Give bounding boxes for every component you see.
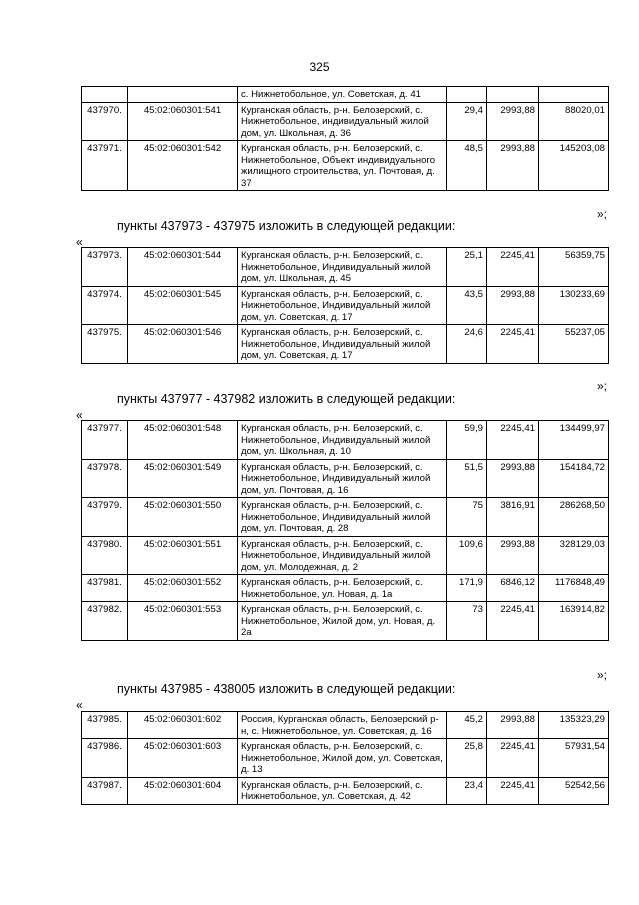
cadastral-value-cell: 130233,69 bbox=[539, 286, 609, 325]
area-cell: 59,9 bbox=[447, 421, 487, 460]
rate-cell: 2993,88 bbox=[487, 141, 539, 191]
cadastral-value-cell: 55237,05 bbox=[539, 325, 609, 364]
cadastral-value-cell: 328129,03 bbox=[539, 536, 609, 575]
area-cell: 171,9 bbox=[447, 575, 487, 602]
cadastral-value-cell: 134499,97 bbox=[539, 421, 609, 460]
item-number-cell: 437974. bbox=[82, 286, 128, 325]
rate-cell: 2245,41 bbox=[487, 739, 539, 778]
item-number-cell bbox=[82, 87, 128, 103]
opening-quote-3: « bbox=[76, 698, 83, 712]
item-number-cell: 437981. bbox=[82, 575, 128, 602]
cadastral-number-cell: 45:02:060301:604 bbox=[128, 777, 238, 804]
address-cell: Курганская область, р-н. Белозерский, с. Нижнетобольное, Индивидуальный жилой дом, ул. Школьная, д. 10 bbox=[238, 421, 447, 460]
address-cell: Курганская область, р-н. Белозерский, с. Нижнетобольное, Индивидуальный жилой дом, ул. Молодежная, д. 2 bbox=[238, 536, 447, 575]
rate-cell: 2993,88 bbox=[487, 459, 539, 498]
cadastral-number-cell: 45:02:060301:548 bbox=[128, 421, 238, 460]
rate-cell: 2245,41 bbox=[487, 421, 539, 460]
cadastral-number-cell: 45:02:060301:549 bbox=[128, 459, 238, 498]
table-row bbox=[82, 536, 609, 575]
amendment-heading-2: пункты 437977 - 437982 изложить в следующей редакции: bbox=[117, 392, 456, 406]
item-number-cell: 437971. bbox=[82, 141, 128, 191]
cadastral-number-cell: 45:02:060301:550 bbox=[128, 498, 238, 537]
amendment-heading-1: пункты 437973 - 437975 изложить в следующей редакции: bbox=[117, 219, 456, 233]
cadastral-number-cell: 45:02:060301:553 bbox=[128, 602, 238, 641]
area-cell bbox=[447, 87, 487, 103]
cadastral-number-cell: 45:02:060301:552 bbox=[128, 575, 238, 602]
item-number-cell: 437975. bbox=[82, 325, 128, 364]
address-cell: Курганская область, р-н. Белозерский, с. Нижнетобольное, Индивидуальный жилой дом, ул. Советская, д. 17 bbox=[238, 325, 447, 364]
address-cell: Курганская область, р-н. Белозерский, с. Нижнетобольное, Индивидуальный жилой дом, ул. Школьная, д. 45 bbox=[238, 248, 447, 287]
cadastral-value-cell: 145203,08 bbox=[539, 141, 609, 191]
cadastral-value-cell: 57931,54 bbox=[539, 739, 609, 778]
item-number-cell: 437982. bbox=[82, 602, 128, 641]
area-cell: 45,2 bbox=[447, 712, 487, 739]
cadastral-number-cell: 45:02:060301:546 bbox=[128, 325, 238, 364]
cadastral-value-cell: 56359,75 bbox=[539, 248, 609, 287]
rate-cell: 2993,88 bbox=[487, 536, 539, 575]
opening-quote-2: « bbox=[76, 408, 83, 422]
rate-cell: 2993,88 bbox=[487, 102, 539, 141]
cadastral-value-cell: 286268,50 bbox=[539, 498, 609, 537]
table-row bbox=[82, 421, 609, 460]
cadastral-value-cell: 163914,82 bbox=[539, 602, 609, 641]
rate-cell: 3816,91 bbox=[487, 498, 539, 537]
closing-quote-2: »; bbox=[597, 379, 608, 393]
item-number-cell: 437986. bbox=[82, 739, 128, 778]
cadastral-number-cell: 45:02:060301:542 bbox=[128, 141, 238, 191]
address-cell: с. Нижнетобольное, ул. Советская, д. 41 bbox=[238, 87, 447, 103]
rate-cell: 2993,88 bbox=[487, 286, 539, 325]
table-row bbox=[82, 459, 609, 498]
registry-table-4 bbox=[81, 711, 609, 805]
cadastral-number-cell: 45:02:060301:544 bbox=[128, 248, 238, 287]
address-cell: Курганская область, р-н. Белозерский, с. Нижнетобольное, Индивидуальный жилой дом, ул. Почтовая, д. 28 bbox=[238, 498, 447, 537]
cadastral-number-cell: 45:02:060301:602 bbox=[128, 712, 238, 739]
cadastral-number-cell bbox=[128, 87, 238, 103]
table-row bbox=[82, 498, 609, 537]
table-row bbox=[82, 102, 609, 141]
address-cell: Курганская область, р-н. Белозерский, с. Нижнетобольное, ул. Советская, д. 42 bbox=[238, 777, 447, 804]
registry-table-2 bbox=[81, 247, 609, 364]
table-row bbox=[82, 602, 609, 641]
closing-quote-1: »; bbox=[597, 207, 608, 221]
registry-table-1 bbox=[81, 86, 609, 191]
rate-cell: 2245,41 bbox=[487, 325, 539, 364]
table-row bbox=[82, 248, 609, 287]
item-number-cell: 437979. bbox=[82, 498, 128, 537]
cadastral-number-cell: 45:02:060301:551 bbox=[128, 536, 238, 575]
table-row bbox=[82, 87, 609, 103]
amendment-heading-3: пункты 437985 - 438005 изложить в следующей редакции: bbox=[117, 682, 456, 696]
cadastral-value-cell: 1176848,49 bbox=[539, 575, 609, 602]
item-number-cell: 437987. bbox=[82, 777, 128, 804]
table-row bbox=[82, 141, 609, 191]
item-number-cell: 437973. bbox=[82, 248, 128, 287]
page-number: 325 bbox=[309, 60, 330, 74]
area-cell: 29,4 bbox=[447, 102, 487, 141]
cadastral-value-cell: 154184,72 bbox=[539, 459, 609, 498]
address-cell: Курганская область, р-н. Белозерский, с. Нижнетобольное, ул. Новая, д. 1а bbox=[238, 575, 447, 602]
item-number-cell: 437970. bbox=[82, 102, 128, 141]
area-cell: 73 bbox=[447, 602, 487, 641]
cadastral-number-cell: 45:02:060301:603 bbox=[128, 739, 238, 778]
area-cell: 25,8 bbox=[447, 739, 487, 778]
cadastral-value-cell bbox=[539, 87, 609, 103]
cadastral-number-cell: 45:02:060301:541 bbox=[128, 102, 238, 141]
area-cell: 109,6 bbox=[447, 536, 487, 575]
rate-cell bbox=[487, 87, 539, 103]
address-cell: Курганская область, р-н. Белозерский, с. Нижнетобольное, Жилой дом, ул. Советская, д. 13 bbox=[238, 739, 447, 778]
table-row bbox=[82, 712, 609, 739]
opening-quote-1: « bbox=[76, 235, 83, 249]
area-cell: 23,4 bbox=[447, 777, 487, 804]
table-row bbox=[82, 777, 609, 804]
address-cell: Курганская область, р-н. Белозерский, с. Нижнетобольное, Объект индивидуального жилищного строительства, ул. Почтовая, д. 37 bbox=[238, 141, 447, 191]
area-cell: 48,5 bbox=[447, 141, 487, 191]
area-cell: 25,1 bbox=[447, 248, 487, 287]
table-row bbox=[82, 739, 609, 778]
table-row bbox=[82, 575, 609, 602]
rate-cell: 2245,41 bbox=[487, 248, 539, 287]
area-cell: 51,5 bbox=[447, 459, 487, 498]
address-cell: Курганская область, р-н. Белозерский, с. Нижнетобольное, Индивидуальный жилой дом, ул. Почтовая, д. 16 bbox=[238, 459, 447, 498]
cadastral-value-cell: 135323,29 bbox=[539, 712, 609, 739]
address-cell: Курганская область, р-н. Белозерский, с. Нижнетобольное, Жилой дом, ул. Новая, д. 2а bbox=[238, 602, 447, 641]
rate-cell: 6846,12 bbox=[487, 575, 539, 602]
cadastral-number-cell: 45:02:060301:545 bbox=[128, 286, 238, 325]
table-row bbox=[82, 325, 609, 364]
area-cell: 24,6 bbox=[447, 325, 487, 364]
registry-table-3 bbox=[81, 420, 609, 641]
item-number-cell: 437985. bbox=[82, 712, 128, 739]
rate-cell: 2245,41 bbox=[487, 777, 539, 804]
item-number-cell: 437977. bbox=[82, 421, 128, 460]
cadastral-value-cell: 88020,01 bbox=[539, 102, 609, 141]
address-cell: Курганская область, р-н. Белозерский, с. Нижнетобольное, индивидуальный жилой дом, ул. Школьная, д. 36 bbox=[238, 102, 447, 141]
address-cell: Россия, Курганская область, Белозерский р-н, с. Нижнетобольное, ул. Советская, д. 16 bbox=[238, 712, 447, 739]
table-row bbox=[82, 286, 609, 325]
rate-cell: 2245,41 bbox=[487, 602, 539, 641]
closing-quote-3: »; bbox=[597, 668, 608, 682]
area-cell: 43,5 bbox=[447, 286, 487, 325]
item-number-cell: 437980. bbox=[82, 536, 128, 575]
address-cell: Курганская область, р-н. Белозерский, с. Нижнетобольное, Индивидуальный жилой дом, ул. Советская, д. 17 bbox=[238, 286, 447, 325]
cadastral-value-cell: 52542,56 bbox=[539, 777, 609, 804]
item-number-cell: 437978. bbox=[82, 459, 128, 498]
rate-cell: 2993,88 bbox=[487, 712, 539, 739]
area-cell: 75 bbox=[447, 498, 487, 537]
